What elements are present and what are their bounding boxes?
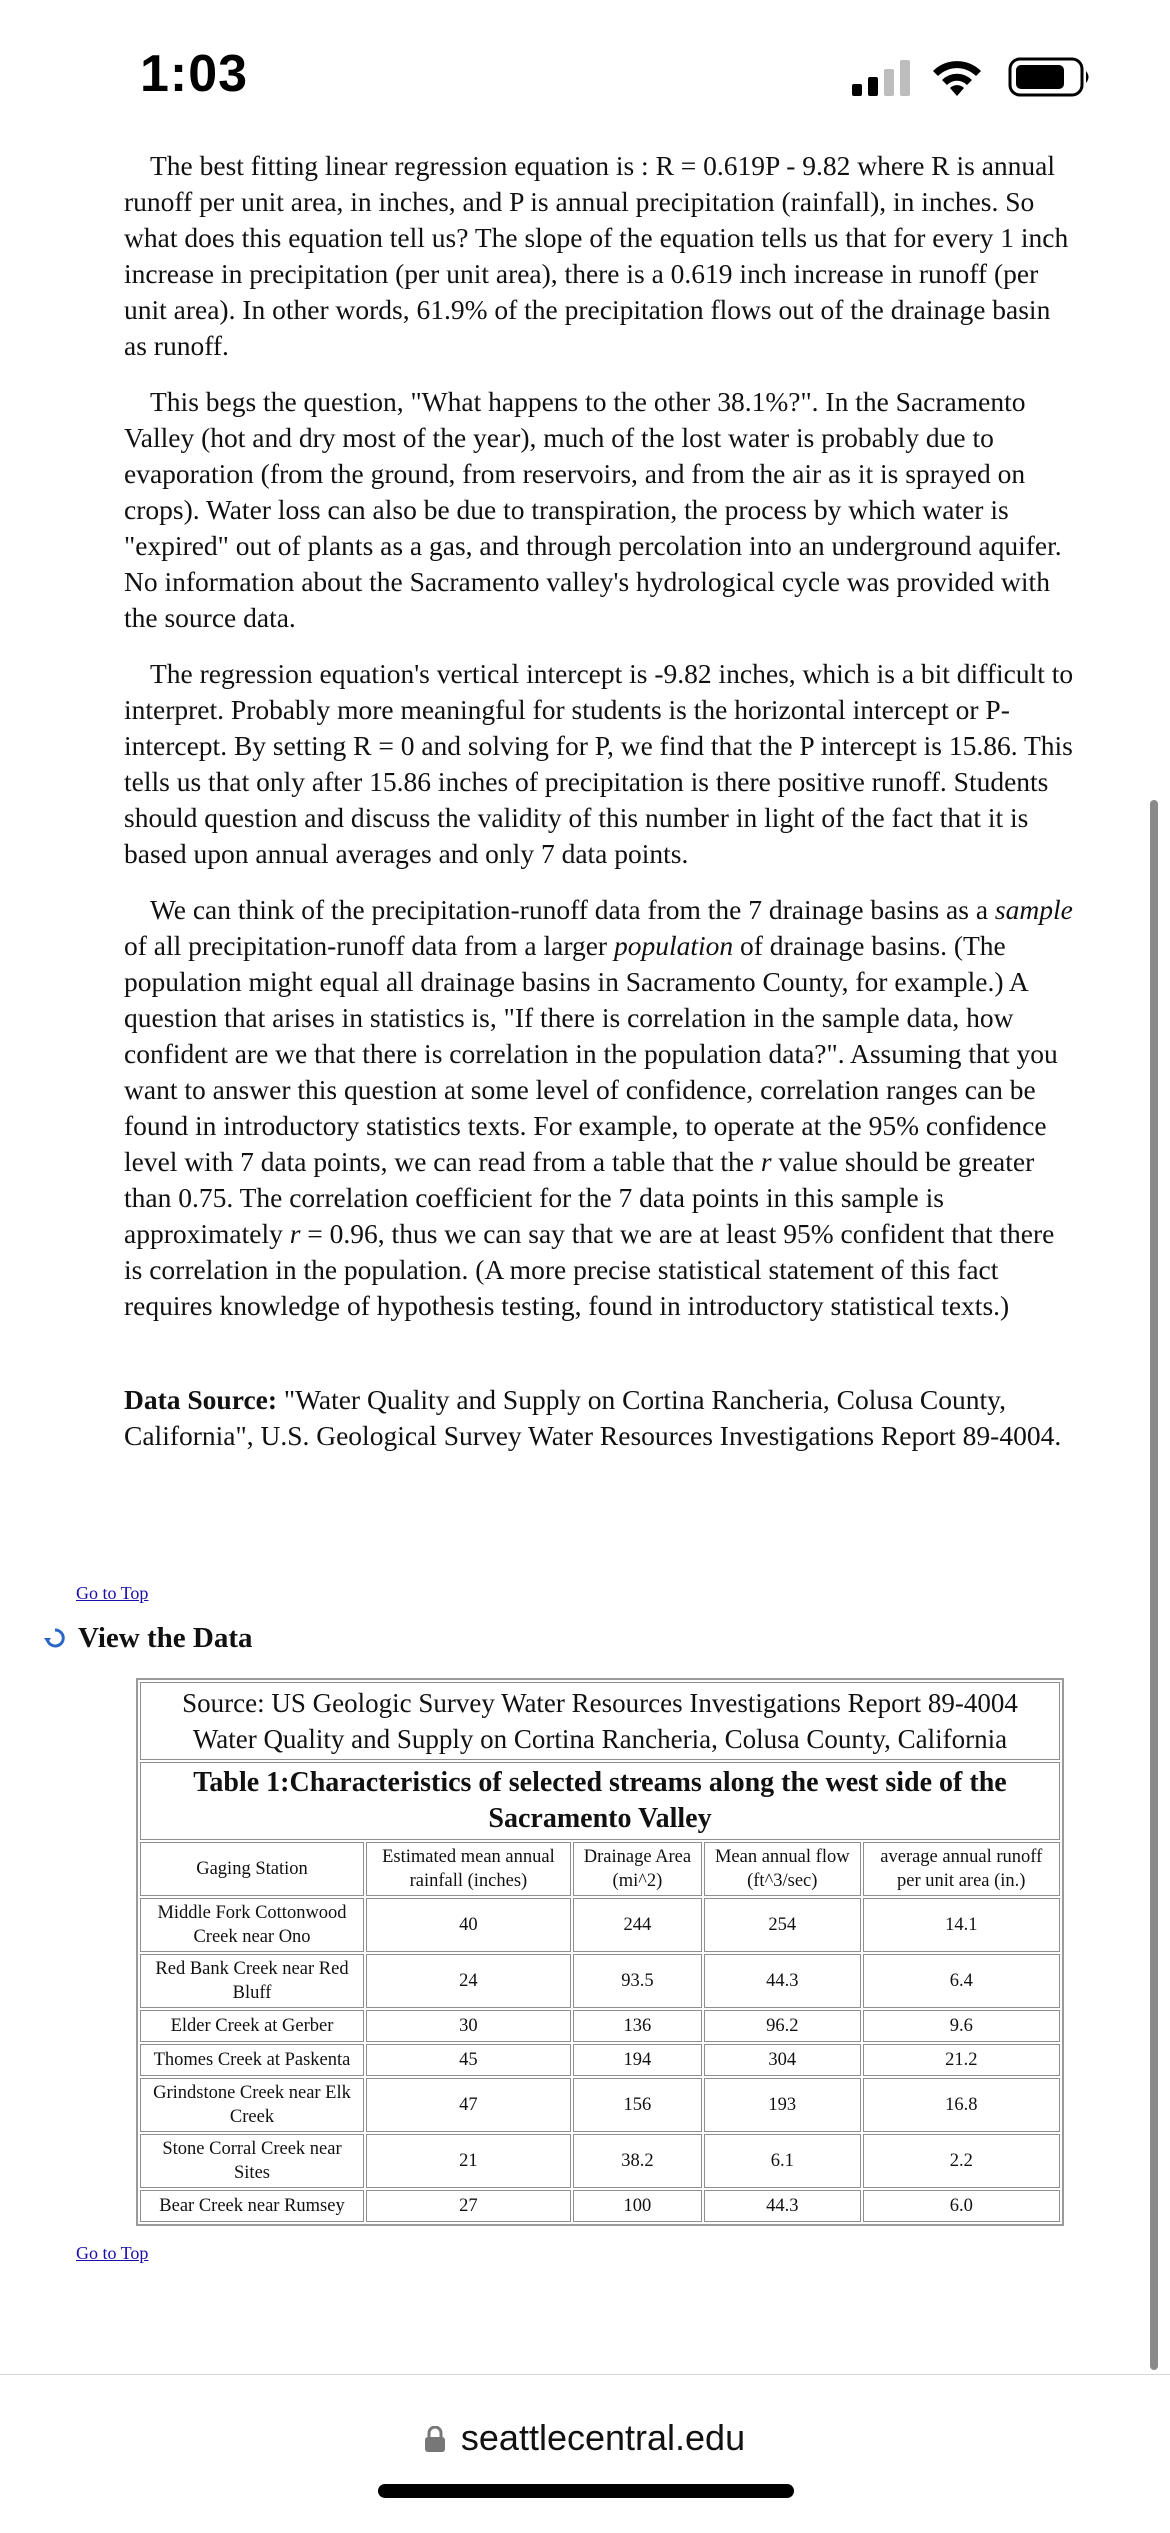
italic-term: population	[613, 930, 734, 961]
data-table-container	[136, 1678, 1064, 2226]
table-cell: 21.2	[863, 2044, 1060, 2076]
table-cell: 93.5	[573, 1954, 702, 2008]
article-content	[124, 148, 1079, 1454]
table-cell: 6.1	[704, 2134, 860, 2188]
column-header: average annual runoff per unit area (in.)	[863, 1842, 1060, 1896]
signal-icon	[852, 60, 912, 96]
paragraph-text: This begs the question, "What happens to the other 38.1%?". In the Sacramento Valley (hot and dry most of the year), much of the lost water is probably due to evaporation (from the ground, from reservoirs, and from the air as it is sprayed on crops). Water loss can also be due to transpiration, the process by which water is "expired" out of plants as a gas, and through percolation into an underground aquifer. No information about the Sacramento valley's hydrological cycle was provided with the source data.	[124, 386, 1062, 633]
table-cell: Elder Creek at Gerber	[140, 2010, 364, 2042]
paragraph-text: of all precipitation-runoff data from a larger	[124, 930, 614, 961]
paragraph-text: of drainage basins. (The population might equal all drainage basins in Sacramento County, for example.) A question that arises in statistics is, "If there is correlation in the sample data, how confident are we that there is correlation in the population data?". Assuming that you want to answer this question at some level of confidence, correlation ranges can be found in introductory statistics texts. For example, to operate at the 95% confidence level with 7 data points, we can read from a table that the	[124, 930, 1058, 1177]
table-title: Table 1:Characteristics of selected streams along the west side of the Sacramento Valley	[140, 1762, 1060, 1840]
table-row	[140, 2044, 1060, 2076]
view-data-label: View the Data	[78, 1621, 253, 1654]
table-cell: Bear Creek near Rumsey	[140, 2190, 364, 2222]
italic-term: r	[289, 1218, 301, 1249]
table-row	[140, 2134, 1060, 2188]
table-cell: Red Bank Creek near Red Bluff	[140, 1954, 364, 2008]
table-title-row	[140, 1762, 1060, 1840]
paragraph-text: value should be greater than 0.75. The correlation coefficient for the 7 data points in this sample is approximately	[124, 1146, 1035, 1249]
paragraph-text: We can think of the precipitation-runoff data from the 7 drainage basins as a	[150, 894, 995, 925]
table-row	[140, 2010, 1060, 2042]
paragraph-text: The regression equation's vertical intercept is -9.82 inches, which is a bit difficult to interpret. Probably more meaningful for students is the horizontal intercept or P- intercept. By setting R = 0 and solving for P, we find that the P intercept is 15.86. This tells us that only after 15.86 inches of precipitation is there positive runoff. Students should question and discuss the validity of this number in light of the fact that it is based upon annual averages and only 7 data points.	[124, 658, 1074, 869]
table-cell: 44.3	[704, 1954, 860, 2008]
table-cell: 9.6	[863, 2010, 1060, 2042]
paragraph-water-loss	[124, 384, 1079, 636]
table-row	[140, 2190, 1060, 2222]
table-cell: 45	[366, 2044, 571, 2076]
view-data-heading[interactable]	[44, 1620, 253, 1656]
table-source-line: Water Quality and Supply on Cortina Rancheria, Colusa County, California	[192, 1724, 1008, 1754]
go-to-top-link[interactable]: Go to Top	[76, 2243, 149, 2263]
table-cell: Middle Fork Cottonwood Creek near Ono	[140, 1898, 364, 1952]
battery-icon	[1008, 57, 1092, 97]
table-cell: 24	[366, 1954, 571, 2008]
table-cell: 2.2	[863, 2134, 1060, 2188]
table-cell: 30	[366, 2010, 571, 2042]
table-cell: 194	[573, 2044, 702, 2076]
table-cell: Thomes Creek at Paskenta	[140, 2044, 364, 2076]
table-cell: 44.3	[704, 2190, 860, 2222]
clock: 1:03	[140, 45, 249, 103]
table-cell: 136	[573, 2010, 702, 2042]
table-row	[140, 1898, 1060, 1952]
browser-address-bar[interactable]	[0, 2374, 1170, 2533]
data-source	[124, 1382, 1079, 1454]
paragraph-intercept	[124, 656, 1079, 872]
table-cell: 254	[704, 1898, 860, 1952]
data-table	[136, 1678, 1064, 2226]
table-cell: 193	[704, 2078, 860, 2132]
table-cell: 21	[366, 2134, 571, 2188]
table-row	[140, 1954, 1060, 2008]
home-indicator[interactable]	[378, 2484, 794, 2498]
table-source	[140, 1682, 1060, 1760]
table-cell: 40	[366, 1898, 571, 1952]
table-cell: 96.2	[704, 2010, 860, 2042]
url-field[interactable]	[0, 2417, 1170, 2459]
table-cell: 47	[366, 2078, 571, 2132]
data-source-label: Data Source:	[124, 1384, 278, 1415]
table-source-line: Source: US Geologic Survey Water Resources Investigations Report 89-4004	[182, 1688, 1018, 1718]
data-source-text: "Water Quality and Supply on Cortina Rancheria, Colusa County, California", U.S. Geological Survey Water Resources Investigations Report 89-4004.	[124, 1384, 1062, 1451]
paragraph-text: = 0.96, thus we can say that we are at least 95% confident that there is correlation in the population. (A more precise statistical statement of this fact requires knowledge of hypothesis testing, found in introductory statistical texts.)	[124, 1218, 1055, 1321]
table-cell: 156	[573, 2078, 702, 2132]
table-header-row	[140, 1842, 1060, 1896]
table-cell: 38.2	[573, 2134, 702, 2188]
table-cell: Grindstone Creek near Elk Creek	[140, 2078, 364, 2132]
lock-icon	[425, 2426, 445, 2452]
url-text: seattlecentral.edu	[460, 2417, 746, 2458]
go-to-top-link[interactable]: Go to Top	[76, 1583, 149, 1603]
table-cell: 16.8	[863, 2078, 1060, 2132]
table-cell: 14.1	[863, 1898, 1060, 1952]
table-cell: 27	[366, 2190, 571, 2222]
column-header: Mean annual flow (ft^3/sec)	[704, 1842, 860, 1896]
column-header: Gaging Station	[140, 1842, 364, 1896]
italic-term: sample	[994, 894, 1073, 925]
table-cell: 6.4	[863, 1954, 1060, 2008]
table-cell: Stone Corral Creek near Sites	[140, 2134, 364, 2188]
column-header: Estimated mean annual rainfall (inches)	[366, 1842, 571, 1896]
paragraph-text: The best fitting linear regression equation is : R = 0.619P - 9.82 where R is annual runoff per unit area, in inches, and P is annual precipitation (rainfall), in inches. So what does this equation tell us? The slope of the equation tells us that for every 1 inch increase in precipitation (per unit area), there is a 0.619 inch increase in runoff (per unit area). In other words, 61.9% of the precipitation flows out of the drainage basin as runoff.	[124, 150, 1069, 361]
table-row	[140, 2078, 1060, 2132]
column-header: Drainage Area (mi^2)	[573, 1842, 702, 1896]
scrollbar[interactable]	[1150, 800, 1158, 2370]
table-cell: 100	[573, 2190, 702, 2222]
circle-arrow-icon	[44, 1627, 66, 1649]
status-bar	[0, 0, 1170, 150]
table-cell: 304	[704, 2044, 860, 2076]
table-cell: 244	[573, 1898, 702, 1952]
table-cell: 6.0	[863, 2190, 1060, 2222]
wifi-icon	[930, 56, 984, 98]
paragraph-regression	[124, 148, 1079, 364]
paragraph-correlation	[124, 892, 1079, 1324]
italic-term: r	[760, 1146, 772, 1177]
table-source-row	[140, 1682, 1060, 1760]
